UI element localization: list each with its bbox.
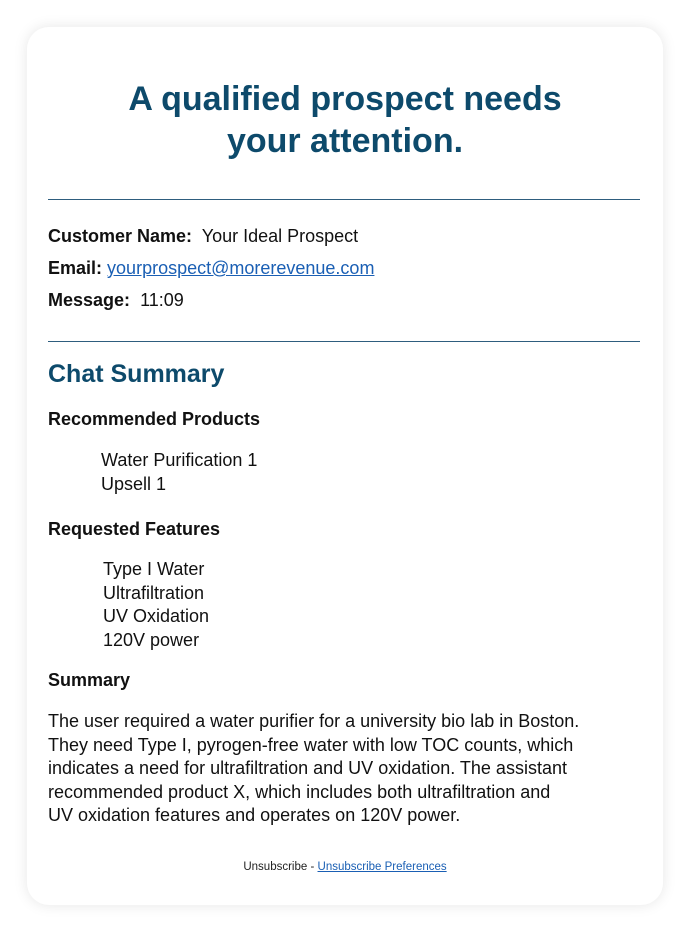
unsubscribe-preferences-link[interactable]: Unsubscribe Preferences <box>317 861 447 873</box>
message-value: 11:09 <box>140 290 184 310</box>
list-item: Upsell 1 <box>101 473 167 494</box>
unsubscribe-text: Unsubscribe <box>243 861 308 873</box>
summary-line: The user required a water purifier for a university bio lab in Boston. <box>48 711 580 731</box>
email-card <box>27 27 663 905</box>
page-title <box>27 78 663 162</box>
recommended-products-heading: Recommended Products <box>48 409 261 429</box>
customer-name-label: Customer Name: <box>48 226 193 246</box>
list-item: Water Purification 1 <box>101 450 258 470</box>
email-row <box>48 258 374 279</box>
title-line-1: A qualified prospect needs <box>128 80 562 118</box>
list-item: Ultrafiltration <box>103 582 205 603</box>
summary-line: recommended product X, which includes both ultrafiltration and <box>48 781 551 802</box>
customer-name-row <box>48 226 358 247</box>
message-label: Message: <box>48 290 131 310</box>
divider-middle <box>48 341 640 342</box>
title-line-2: your attention. <box>226 122 464 160</box>
summary-text <box>48 710 648 828</box>
list-item: UV Oxidation <box>103 606 210 626</box>
requested-features-heading: Requested Features <box>48 519 221 539</box>
customer-name-value: Your Ideal Prospect <box>201 226 359 246</box>
divider-top <box>48 199 640 200</box>
recommended-products-list <box>101 449 257 496</box>
email-label: Email: <box>48 258 103 278</box>
summary-line: They need Type I, pyrogen-free water with low TOC counts, which <box>48 734 574 755</box>
footer <box>27 861 663 873</box>
list-item: 120V power <box>103 629 200 650</box>
list-item: Type I Water <box>103 559 205 579</box>
chat-summary-title: Chat Summary <box>48 360 225 388</box>
summary-line: UV oxidation features and operates on 120V power. <box>48 805 461 826</box>
email-link[interactable]: yourprospect@morerevenue.com <box>107 258 375 278</box>
message-row <box>48 290 184 311</box>
summary-heading: Summary <box>48 670 131 690</box>
footer-separator: - <box>307 861 318 873</box>
summary-line: indicates a need for ultrafiltration and UV oxidation. The assistant <box>48 758 567 779</box>
requested-features-list <box>103 558 209 652</box>
